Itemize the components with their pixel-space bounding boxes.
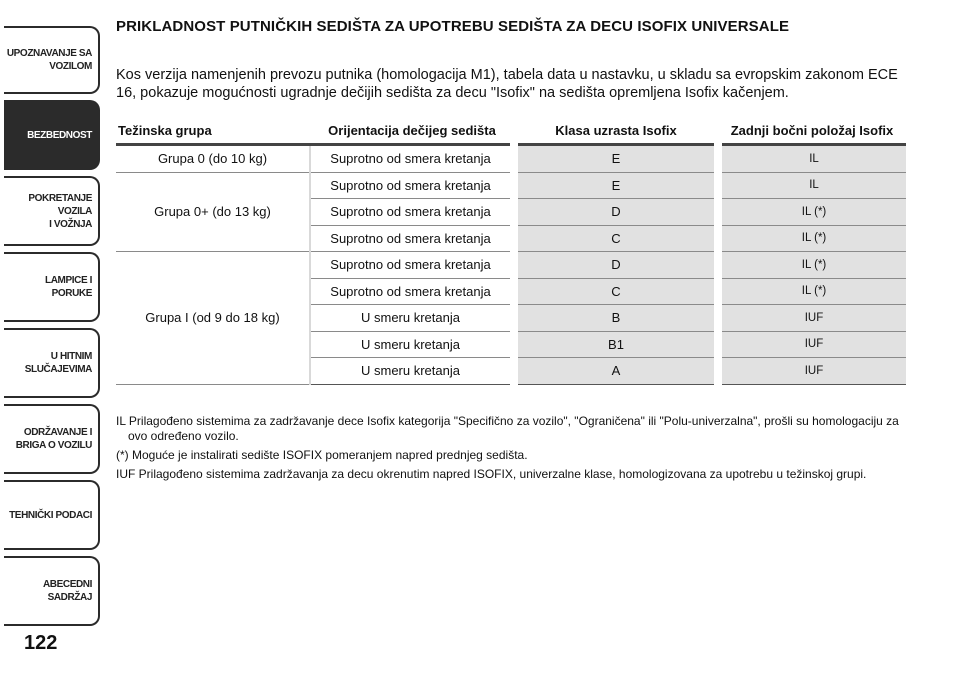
intro-paragraph: Kos verzija namenjenih prevozu putnika (homologacija M1), tabela data u nastavku, u skladu sa evropskim zakonom ECE 16, pokazuje mogućnosti ugradnje dečijih sedišta za decu "Isofix" na sedišta opremljena Isofix kačenjem. — [116, 67, 898, 101]
position-cell: IUF — [718, 305, 906, 332]
tab-upoznavanje-sa-vozilom[interactable] — [4, 26, 100, 94]
orientation-cell: U smeru kretanja — [310, 305, 514, 332]
tab-lampice-i-poruke[interactable] — [4, 252, 100, 322]
class-cell: A — [514, 358, 718, 385]
tab-label: U HITNIM SLUČAJEVIMA — [24, 351, 92, 375]
header-class: Klasa uzrasta Isofix — [514, 120, 718, 145]
weight-group: Grupa 0 (do 10 kg) — [116, 145, 310, 173]
orientation-cell: Suprotno od smera kretanja — [310, 172, 514, 199]
footnote-iuf: IUF Prilagođeno sistemima zadržavanja za decu okrenutim napred ISOFIX, univerzalne klase, homologizovana za upotrebu u težinskoj grupi. — [116, 467, 867, 481]
header-position: Zadnji bočni položaj Isofix — [718, 120, 906, 145]
table-row — [116, 252, 906, 279]
tab-u-hitnim-slucajevima[interactable] — [4, 328, 100, 398]
tab-tehnicki-podaci[interactable] — [4, 480, 100, 550]
footnote-il: IL Prilagođeno sistemima za zadržavanje dece Isofix kategorija "Specifično za vozilo", "Ograničena" ili "Polu-univerzalna", prošli su homologaciju za ovo određeno vozilo. — [116, 414, 899, 443]
page-number: 122 — [24, 632, 58, 654]
tab-label: ODRŽAVANJE I BRIGA O VOZILU — [15, 427, 92, 451]
position-cell: IL — [718, 172, 906, 199]
position-cell: IUF — [718, 331, 906, 358]
weight-group: Grupa I (od 9 do 18 kg) — [116, 252, 310, 385]
table-row — [116, 145, 906, 173]
orientation-cell: U smeru kretanja — [310, 358, 514, 385]
class-cell: B1 — [514, 331, 718, 358]
position-cell: IL — [718, 145, 906, 173]
class-cell: E — [514, 172, 718, 199]
section-heading: PRIKLADNOST PUTNIČKIH SEDIŠTA ZA UPOTREBU SEDIŠTA ZA DECU ISOFIX UNIVERSALE — [116, 18, 790, 35]
class-cell: B — [514, 305, 718, 332]
orientation-cell: Suprotno od smera kretanja — [310, 252, 514, 279]
orientation-cell: Suprotno od smera kretanja — [310, 278, 514, 305]
tab-pokretanje-vozila[interactable] — [4, 176, 100, 246]
tab-label: TEHNIČKI PODACI — [9, 509, 92, 521]
class-cell: D — [514, 199, 718, 226]
header-weight: Težinska grupa — [116, 120, 310, 145]
isofix-table — [116, 120, 906, 385]
weight-group: Grupa 0+ (do 13 kg) — [116, 172, 310, 252]
orientation-cell: Suprotno od smera kretanja — [310, 199, 514, 226]
orientation-cell: Suprotno od smera kretanja — [310, 225, 514, 252]
tab-label: POKRETANJE VOZILA I VOŽNJA — [28, 192, 92, 230]
table-row — [116, 172, 906, 199]
orientation-cell: U smeru kretanja — [310, 331, 514, 358]
class-cell: C — [514, 278, 718, 305]
header-orientation: Orijentacija dečijeg sedišta — [310, 120, 514, 145]
tab-abecedni-sadrzaj[interactable] — [4, 556, 100, 626]
footnotes — [116, 414, 906, 486]
tab-label: UPOZNAVANJE SA VOZILOM — [6, 48, 92, 72]
tab-label: LAMPICE I PORUKE — [45, 275, 92, 299]
tab-bezbednost[interactable] — [4, 100, 100, 170]
orientation-cell: Suprotno od smera kretanja — [310, 145, 514, 173]
tab-label: ABECEDNI SADRŽAJ — [42, 579, 92, 603]
class-cell: C — [514, 225, 718, 252]
table-header-row — [116, 120, 906, 145]
position-cell: IL (*) — [718, 278, 906, 305]
position-cell: IUF — [718, 358, 906, 385]
tab-odrzavanje[interactable] — [4, 404, 100, 474]
position-cell: IL (*) — [718, 225, 906, 252]
class-cell: E — [514, 145, 718, 173]
position-cell: IL (*) — [718, 252, 906, 279]
class-cell: D — [514, 252, 718, 279]
footnote-asterisk: (*) Moguće je instalirati sedište ISOFIX pomeranjem napred prednjeg sedišta. — [116, 448, 528, 462]
position-cell: IL (*) — [718, 199, 906, 226]
tab-label: BEZBEDNOST — [27, 129, 92, 141]
